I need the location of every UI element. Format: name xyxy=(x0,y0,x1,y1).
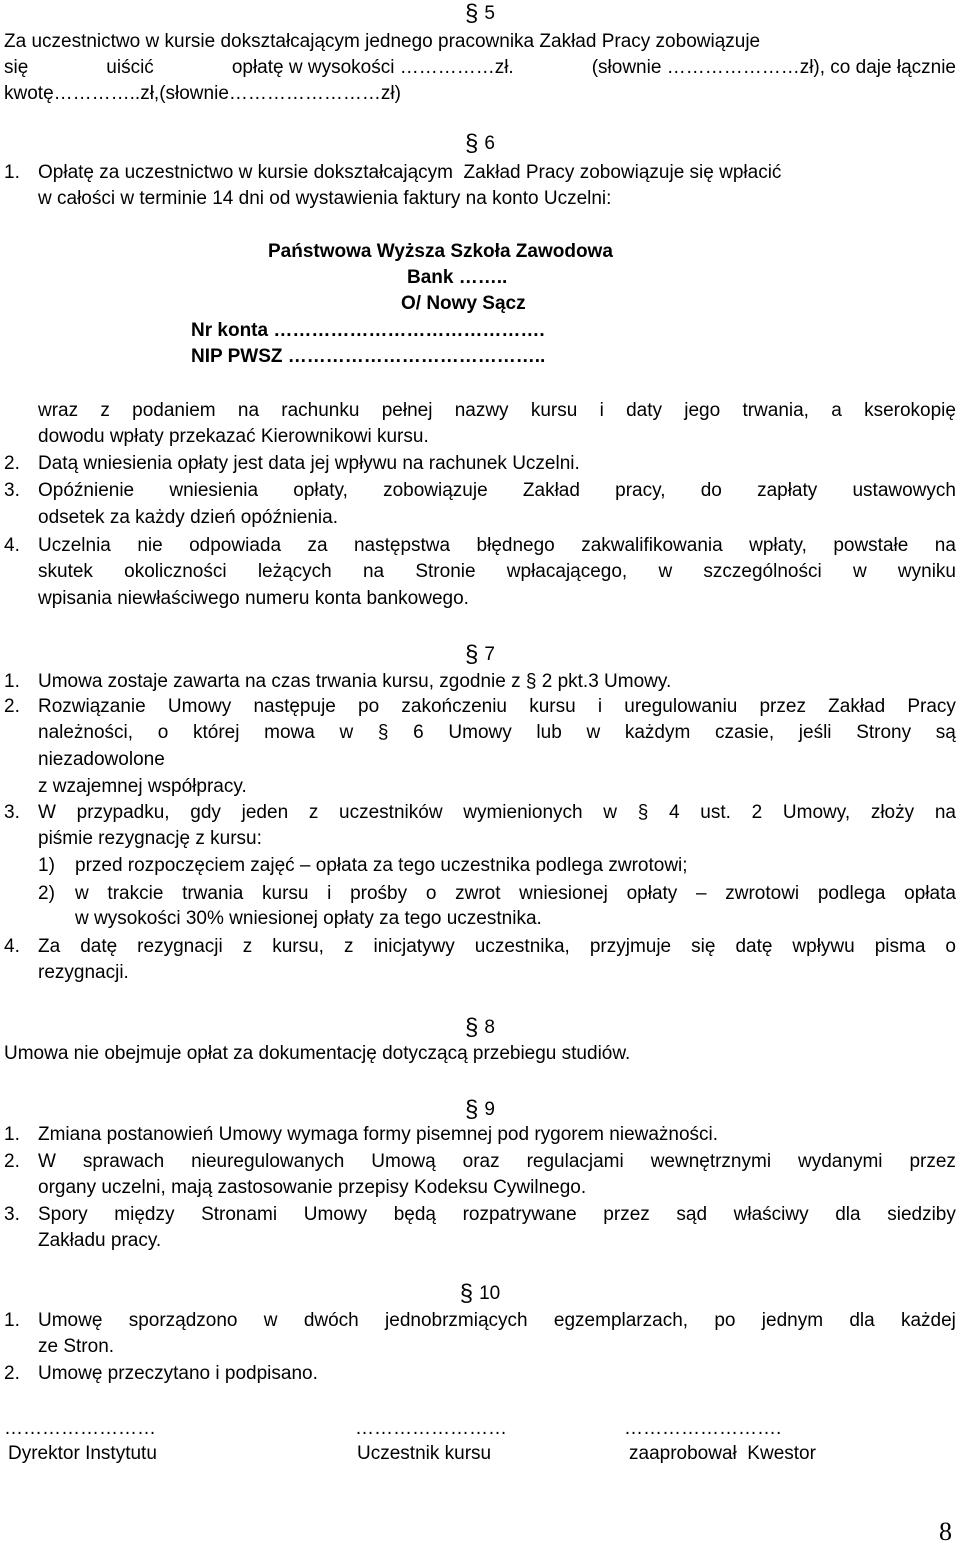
word: i xyxy=(597,696,603,717)
word: przez xyxy=(759,696,806,717)
word: jego xyxy=(684,400,721,421)
word: regulacjami xyxy=(526,1151,624,1172)
paragraph-line: odsetek za każdy dzień opóźnienia. xyxy=(38,507,338,528)
sub-item-number: 1) xyxy=(38,855,55,876)
word: uczestników xyxy=(339,802,443,823)
paragraph-line-justified xyxy=(38,561,956,583)
text-fragment: (słownie …………………zł), co daje łącznie xyxy=(591,57,956,78)
word: Strony xyxy=(856,722,912,743)
word: Umowy xyxy=(303,1204,368,1225)
word: Umowy xyxy=(448,722,512,743)
word: w xyxy=(75,883,89,904)
section-7-heading xyxy=(0,643,960,667)
word: z xyxy=(343,936,354,957)
word: nie xyxy=(137,535,163,556)
section-symbol: § xyxy=(465,641,479,668)
word: jeśli xyxy=(798,722,832,743)
word: wpłaty, xyxy=(749,535,807,556)
paragraph-line: niezadowolone xyxy=(38,749,165,770)
word: pracy, xyxy=(615,480,666,501)
section-5-heading xyxy=(0,2,960,26)
word: jeden xyxy=(241,802,289,823)
word: po xyxy=(358,696,380,717)
word: między xyxy=(114,1204,175,1225)
word: gdy xyxy=(190,802,221,823)
word: w xyxy=(852,561,867,582)
sub-item-number: 2) xyxy=(38,883,55,904)
word: 6 xyxy=(413,722,424,743)
word: uczestnika, xyxy=(474,936,570,957)
bank-name: Państwowa Wyższa Szkoła Zawodowa xyxy=(268,241,613,262)
word: Opóźnienie xyxy=(38,480,135,501)
word: Umowy, xyxy=(782,802,851,823)
item-number: 2. xyxy=(4,1363,20,1384)
word: zakwalifikowania xyxy=(581,535,723,556)
word: Stronami xyxy=(201,1204,278,1225)
word: zwrot xyxy=(455,883,501,904)
section-6-heading xyxy=(0,132,960,156)
section-number: 8 xyxy=(484,1017,495,1038)
paragraph-line: z wzajemnej współpracy. xyxy=(38,776,247,797)
item-number: 4. xyxy=(4,535,20,556)
signature-label-participant: Uczestnik kursu xyxy=(357,1443,492,1464)
word: na xyxy=(362,561,385,582)
signature-label-bursar: zaaprobował Kwestor xyxy=(629,1443,816,1464)
paragraph-line-justified xyxy=(38,400,956,422)
section-number: 7 xyxy=(484,644,495,665)
paragraph-line-justified xyxy=(38,696,956,718)
word: Zakład xyxy=(828,696,886,717)
word: zakończeniu xyxy=(401,696,507,717)
word: W xyxy=(38,1151,56,1172)
word: Uczelnia xyxy=(38,535,111,556)
word: trwania, xyxy=(742,400,809,421)
item-number: 2. xyxy=(4,1151,20,1172)
section-symbol: § xyxy=(465,130,479,157)
word: a xyxy=(831,400,842,421)
word: w xyxy=(263,1310,278,1331)
section-symbol: § xyxy=(465,1014,479,1041)
word: egzemplarzach, xyxy=(553,1310,689,1331)
word: skutek xyxy=(38,561,93,582)
section-symbol: § xyxy=(465,0,479,27)
paragraph-line-justified xyxy=(38,1151,956,1173)
word: na xyxy=(934,802,956,823)
word: Stronie xyxy=(415,561,476,582)
item-number: 3. xyxy=(4,802,20,823)
word: Umowy xyxy=(167,696,232,717)
word: wymienionych xyxy=(463,802,583,823)
word: dwóch xyxy=(303,1310,359,1331)
text-fragment: się xyxy=(4,57,29,78)
word: kserokopię xyxy=(864,400,956,421)
section-symbol: § xyxy=(465,1096,479,1123)
word: za xyxy=(307,535,328,556)
word: § xyxy=(637,802,649,823)
paragraph-line: Umowa nie obejmuje opłat za dokumentację dotyczącą przebiegu studiów. xyxy=(4,1043,631,1064)
section-10-heading xyxy=(0,1282,960,1306)
word: po xyxy=(714,1310,736,1331)
account-number-field: Nr konta ……………………………………. xyxy=(191,320,545,341)
word: trwania xyxy=(182,883,244,904)
paragraph-line: dowodu wpłaty przekazać Kierownikowi kursu. xyxy=(38,426,429,447)
paragraph-line: piśmie rezygnację z kursu: xyxy=(38,828,262,849)
paragraph-line: Zakładu pracy. xyxy=(38,1230,162,1251)
word: kursu xyxy=(529,696,576,717)
word: jednobrzmiących xyxy=(385,1310,528,1331)
word: należności, xyxy=(38,722,134,743)
word: każdej xyxy=(900,1310,956,1331)
word: Rozwiązanie xyxy=(38,696,146,717)
word: datę xyxy=(735,936,773,957)
paragraph-line: w wysokości 30% wniesionej opłaty za tego uczestnika. xyxy=(75,908,542,929)
word: wraz xyxy=(38,400,79,421)
section-5-line-1: Za uczestnictwo w kursie dokształcającym jednego pracownika Zakład Pracy zobowiązuje xyxy=(4,31,761,52)
word: na xyxy=(237,400,260,421)
word: lub xyxy=(536,722,562,743)
word: Umowę xyxy=(38,1310,103,1331)
paragraph-line: w całości w terminie 14 dni od wystawienia faktury na konto Uczelni: xyxy=(38,188,612,209)
word: odpowiada xyxy=(189,535,282,556)
word: 4 xyxy=(669,802,680,823)
paragraph-line: Zmiana postanowień Umowy wymaga formy pisemnej pod rygorem nieważności. xyxy=(38,1124,719,1145)
section-number: 9 xyxy=(484,1099,495,1120)
word: wniesienia xyxy=(169,480,259,501)
paragraph-line: wpisania niewłaściwego numeru konta bankowego. xyxy=(38,588,469,609)
word: każdym xyxy=(624,722,691,743)
word: leżących xyxy=(257,561,332,582)
word: są xyxy=(935,722,956,743)
word: wniesionej xyxy=(519,883,608,904)
word: przez xyxy=(909,1151,956,1172)
word: datę xyxy=(80,936,118,957)
paragraph-line-justified xyxy=(38,802,956,824)
word: opłaty xyxy=(626,883,678,904)
word: ust. xyxy=(700,802,731,823)
word: – xyxy=(695,883,707,904)
item-number: 3. xyxy=(4,1204,20,1225)
word: w xyxy=(658,561,673,582)
word: przez xyxy=(603,1204,650,1225)
word: nazwy xyxy=(454,400,509,421)
word: której xyxy=(192,722,240,743)
word: z xyxy=(242,936,253,957)
word: powstałe xyxy=(833,535,909,556)
word: Za xyxy=(38,936,61,957)
word: błędnego xyxy=(476,535,555,556)
word: dla xyxy=(835,1204,861,1225)
word: wpływu xyxy=(792,936,855,957)
word: złoży xyxy=(870,802,915,823)
paragraph-line-justified xyxy=(38,1204,956,1226)
word: z xyxy=(308,802,319,823)
word: szczególności xyxy=(703,561,822,582)
word: pełnej xyxy=(381,400,433,421)
word: sprawach xyxy=(82,1151,165,1172)
section-8-heading xyxy=(0,1016,960,1040)
section-number: 10 xyxy=(479,1283,501,1304)
paragraph-line-justified xyxy=(75,883,956,905)
text-fragment: uiścić xyxy=(106,57,154,78)
item-number: 1. xyxy=(4,162,20,183)
item-number: 1. xyxy=(4,671,20,692)
word: wydanymi xyxy=(798,1151,883,1172)
item-number: 2. xyxy=(4,696,20,717)
bank-field: Bank …….. xyxy=(407,267,508,288)
paragraph-line-justified xyxy=(38,722,956,744)
signature-line-1: …………………… xyxy=(4,1418,156,1439)
word: podlega xyxy=(817,883,886,904)
word: zobowiązuje xyxy=(383,480,488,501)
word: rezygnacji xyxy=(137,936,223,957)
word: pisma xyxy=(874,936,926,957)
word: Spory xyxy=(38,1204,88,1225)
signature-line-2: …………………… xyxy=(355,1418,507,1439)
paragraph-line: Datą wniesienia opłaty jest data jej wpływu na rachunek Uczelni. xyxy=(38,453,580,474)
word: kursu xyxy=(262,883,309,904)
paragraph-line-justified xyxy=(38,1310,956,1332)
paragraph-line: ze Stron. xyxy=(38,1336,115,1357)
word: Zakład xyxy=(522,480,580,501)
word: się xyxy=(691,936,716,957)
word: prośby xyxy=(350,883,408,904)
section-symbol: § xyxy=(459,1280,474,1307)
word: nieuregulowanych xyxy=(191,1151,345,1172)
word: zapłaty xyxy=(757,480,818,501)
word: o xyxy=(157,722,169,743)
word: rachunku xyxy=(281,400,360,421)
word: do xyxy=(700,480,722,501)
word: właściwy xyxy=(733,1204,809,1225)
word: o xyxy=(425,883,437,904)
paragraph-line: Opłatę za uczestnictwo w kursie dokształcającym Zakład Pracy zobowiązuje się wpłacić xyxy=(38,162,782,183)
word: Pracy xyxy=(907,696,956,717)
word: trakcie xyxy=(107,883,164,904)
section-number: 6 xyxy=(484,133,495,154)
word: następuje xyxy=(253,696,336,717)
word: zwrotowi xyxy=(725,883,800,904)
section-5-line-3: kwotę…………..zł,(słownie……………………zł) xyxy=(4,83,401,104)
word: opłata xyxy=(904,883,956,904)
paragraph-line: organy uczelni, mają zastosowanie przepisy Kodeksu Cywilnego. xyxy=(38,1177,587,1198)
signature-line-3: ……………………. xyxy=(624,1418,782,1439)
paragraph-line-justified xyxy=(38,535,956,557)
paragraph-line: Umowa zostaje zawarta na czas trwania kursu, zgodnie z § 2 pkt.3 Umowy. xyxy=(38,671,672,692)
word: siedziby xyxy=(887,1204,956,1225)
word: wewnętrznymi xyxy=(650,1151,772,1172)
item-number: 4. xyxy=(4,936,20,957)
word: o xyxy=(945,936,956,957)
word: inicjatywy xyxy=(373,936,455,957)
word: przypadku, xyxy=(76,802,170,823)
word: i xyxy=(599,400,604,421)
word: sąd xyxy=(676,1204,708,1225)
word: oraz xyxy=(462,1151,500,1172)
word: następstwa xyxy=(353,535,451,556)
word: W xyxy=(38,802,56,823)
branch-field: O/ Nowy Sącz xyxy=(401,293,526,314)
section-9-heading xyxy=(0,1098,960,1122)
word: dla xyxy=(849,1310,875,1331)
word: w xyxy=(603,802,618,823)
word: mowa xyxy=(264,722,315,743)
word: ustawowych xyxy=(852,480,956,501)
word: w xyxy=(586,722,601,743)
word: będą xyxy=(393,1204,436,1225)
word: rozpatrywane xyxy=(462,1204,577,1225)
item-number: 1. xyxy=(4,1310,20,1331)
word: opłaty, xyxy=(293,480,348,501)
nip-field: NIP PWSZ ………………………………….. xyxy=(191,346,546,367)
word: sporządzono xyxy=(128,1310,238,1331)
paragraph-line: przed rozpoczęciem zajęć – opłata za tego uczestnika podlega zwrotowi; xyxy=(75,855,688,876)
word: § xyxy=(377,722,389,743)
word: 2 xyxy=(751,802,763,823)
paragraph-line: Umowę przeczytano i podpisano. xyxy=(38,1363,318,1384)
word: daty xyxy=(626,400,662,421)
word: przyjmuje xyxy=(589,936,672,957)
section-5-line-2 xyxy=(4,57,956,79)
paragraph-line: rezygnacji. xyxy=(38,962,129,983)
word: wyniku xyxy=(897,561,956,582)
word: i xyxy=(327,883,332,904)
word: kursu, xyxy=(272,936,324,957)
section-number: 5 xyxy=(484,3,495,24)
word: jednym xyxy=(761,1310,824,1331)
paragraph-line-justified xyxy=(38,936,956,958)
word: uregulowaniu xyxy=(624,696,738,717)
item-number: 3. xyxy=(4,480,20,501)
item-number: 2. xyxy=(4,453,20,474)
word: czasie, xyxy=(714,722,775,743)
page-number: 8 xyxy=(939,1517,952,1546)
word: kursu xyxy=(530,400,578,421)
word: okoliczności xyxy=(124,561,227,582)
text-fragment: opłatę w wysokości ……………zł. xyxy=(231,57,514,78)
paragraph-line-justified xyxy=(38,480,956,502)
item-number: 1. xyxy=(4,1124,20,1145)
word: w xyxy=(339,722,354,743)
word: na xyxy=(934,535,956,556)
signature-label-director: Dyrektor Instytutu xyxy=(8,1443,157,1464)
word: podaniem xyxy=(132,400,216,421)
word: z xyxy=(100,400,110,421)
word: wpłacającego, xyxy=(506,561,628,582)
word: Umową xyxy=(371,1151,436,1172)
